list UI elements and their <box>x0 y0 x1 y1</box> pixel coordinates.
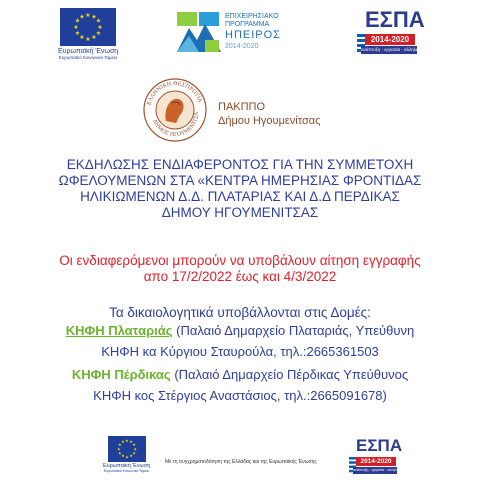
svg-text:★: ★ <box>120 453 125 459</box>
svg-text:★: ★ <box>73 24 79 31</box>
eu-logo <box>58 8 118 60</box>
structure-contact-plataria: ΚΗΦΗ κα Κύργιου Σταυρούλα, τηλ.:2665361503 <box>101 344 379 359</box>
svg-text:★: ★ <box>85 36 91 43</box>
structure-address-perdika: (Παλαιό Δημαρχείο Πέρδικας Υπεύθυνος <box>174 367 409 382</box>
org-line2: Δήμου Ηγουμενίτσας <box>218 115 321 127</box>
svg-text:★: ★ <box>74 30 81 37</box>
svg-text:★: ★ <box>91 13 97 21</box>
footer-eu-flag-icon <box>108 436 146 462</box>
svg-text:★: ★ <box>97 24 103 31</box>
announcement-line1: Οι ενδιαφερόμενοι μπορούν να υποβάλουν αίτηση εγγραφής <box>59 253 421 268</box>
epirus-mountain-icon <box>175 10 223 54</box>
emblem-icon <box>142 77 208 143</box>
epirus-line2: ΠΡΟΓΡΑΜΜΑ <box>225 21 270 28</box>
announcement <box>0 253 480 285</box>
footer-espa-word: ΕΣΠΑ <box>356 436 403 455</box>
organization-name <box>218 100 320 128</box>
svg-text:ΔΗΜΟΣ ΗΓΟΥΜΕΝΙΤΣΑΣ: ΔΗΜΟΣ ΗΓΟΥΜΕΝΙΤΣΑ <box>151 111 201 139</box>
eu-flag-icon <box>60 8 116 46</box>
epirus-line4: 2014-2020 <box>225 43 259 50</box>
svg-text:★: ★ <box>116 446 121 452</box>
footer-espa-logo <box>340 436 407 477</box>
svg-text:ΕΛΛΗΝΙΚΗ ΘΕΣΠΡΩΤΙΑ: ΕΛΛΗΝΙΚΗ ΘΕΣΠΡΩΤΙΑ <box>146 80 203 106</box>
svg-text:★: ★ <box>128 439 133 445</box>
svg-text:★: ★ <box>91 34 97 41</box>
footer-eu-fund: Ευρωπαϊκό Κοινωνικό Ταμείο <box>103 469 150 473</box>
footer-espa-slogan: ανάπτυξη - εργασία - αλληλεγγύη <box>353 468 407 472</box>
svg-text:★: ★ <box>117 450 122 456</box>
municipality-emblem <box>142 77 208 143</box>
structure-entry-plataria <box>0 323 480 360</box>
documents-intro: Τα δικαιολογητικά υποβάλλονται στις Δομές: <box>109 305 371 320</box>
footer-espa-years: 2014-2020 <box>356 457 396 466</box>
svg-text:★: ★ <box>79 34 85 41</box>
svg-text:★: ★ <box>124 454 129 460</box>
structure-name-plataria: ΚΗΦΗ Πλαταριάς <box>65 323 173 338</box>
svg-text:★: ★ <box>95 30 102 37</box>
structure-address-plataria: (Παλαιό Δημαρχείο Πλαταριάς, Υπεύθυνη <box>176 323 415 338</box>
structure-entry-perdika <box>0 367 480 404</box>
cofunding-note: Με τη συγχρηματοδότηση της Ελλάδας και της Ευρωπαϊκής Ένωσης <box>165 459 317 465</box>
svg-text:★: ★ <box>85 12 91 19</box>
structure-name-perdika: ΚΗΦΗ Πέρδικας <box>71 367 171 382</box>
announcement-line2: απο 17/2/2022 έως και 4/3/2022 <box>143 269 337 284</box>
svg-text:★: ★ <box>132 446 137 452</box>
svg-text:★: ★ <box>131 450 136 456</box>
espa-word: ΕΣΠΑ <box>365 7 425 32</box>
eu-name: Ευρωπαϊκή Ένωση <box>58 48 119 55</box>
espa-years: 2014-2020 <box>365 34 415 45</box>
espa-logo <box>343 7 428 58</box>
svg-text:★: ★ <box>74 17 81 25</box>
svg-text:★: ★ <box>120 439 125 445</box>
epirus-line3: ΗΠΕΙΡΟΣ <box>225 29 281 41</box>
footer-eu-name: Ευρωπαϊκή Ένωση <box>103 463 151 469</box>
espa-slogan: ανάπτυξη - εργασία - αλληλεγγύη <box>361 47 428 52</box>
headline-line4: ΔΗΜΟΥ ΗΓΟΥΜΕΝΙΤΣΑΣ <box>161 205 319 220</box>
footer-eu-logo <box>103 436 150 473</box>
headline-line2: ΩΦΕΛΟΥΜΕΝΩΝ ΣΤΑ «ΚΕΝΤΡΑ ΗΜΕΡΗΣΙΑΣ ΦΡΟΝΤΙΔΑΣ <box>58 173 422 188</box>
svg-text:★: ★ <box>131 441 136 447</box>
svg-text:★: ★ <box>124 438 129 444</box>
svg-text:★: ★ <box>117 441 122 447</box>
svg-text:★: ★ <box>95 17 102 25</box>
structure-contact-perdika: ΚΗΦΗ κος Στέργιος Αναστάσιος, τηλ.:2665091678) <box>93 388 387 403</box>
headline-line3: ΗΛΙΚΙΩΜΕΝΩΝ Δ.Δ. ΠΛΑΤΑΡΙΑΣ ΚΑΙ Δ.Δ ΠΕΡΔΙΚΑΣ <box>80 189 400 204</box>
svg-text:★: ★ <box>128 453 133 459</box>
svg-text:★: ★ <box>79 13 85 21</box>
epirus-line1: ΕΠΙΧΕΙΡΗΣΙΑΚΟ <box>225 13 279 20</box>
headline <box>0 157 480 221</box>
org-line1: ΠΑΚΠΠΟ <box>218 101 266 113</box>
epirus-program-logo <box>175 10 305 56</box>
eu-fund: Ευρωπαϊκό Κοινωνικό Ταμείο <box>58 55 118 60</box>
headline-line1: ΕΚΔΗΛΩΣΗΣ ΕΝΔΙΑΦΕΡΟΝΤΟΣ ΓΙΑ ΤΗΝ ΣΥΜΜΕΤΟΧΗ <box>66 157 414 172</box>
